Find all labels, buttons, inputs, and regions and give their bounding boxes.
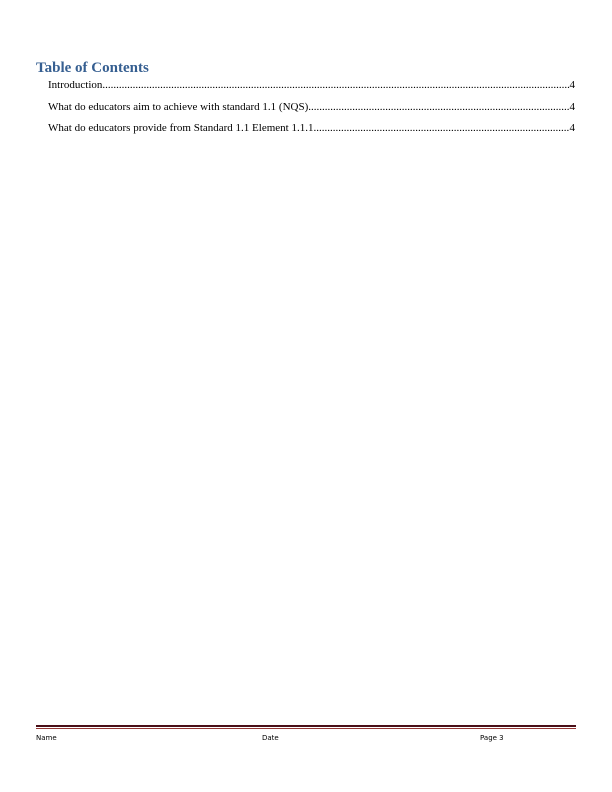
toc-entry-introduction[interactable] xyxy=(48,79,575,92)
toc-entry-title: What do educators provide from Standard 1.1 Element 1.1.1 xyxy=(48,122,314,134)
toc-list xyxy=(48,79,575,144)
toc-entry-page: 4 xyxy=(569,122,575,134)
toc-entry-educators-provide[interactable] xyxy=(48,122,575,135)
toc-dot-leader xyxy=(102,79,569,92)
footer-divider-thick-line xyxy=(36,725,576,727)
toc-entry-educators-aim[interactable] xyxy=(48,101,575,114)
toc-entry-page: 4 xyxy=(569,100,575,113)
footer-page-number: Page 3 xyxy=(480,734,504,742)
page-footer xyxy=(36,733,576,745)
footer-date: Date xyxy=(262,734,279,742)
toc-dot-leader xyxy=(308,101,569,114)
toc-entry-title: What do educators aim to achieve with standard 1.1 (NQS) xyxy=(48,100,309,113)
toc-entry-title: Introduction xyxy=(48,79,103,91)
toc-dot-leader xyxy=(313,122,569,135)
toc-heading: Table of Contents xyxy=(36,60,149,76)
toc-entry-page: 4 xyxy=(569,79,575,91)
footer-divider xyxy=(36,725,576,730)
footer-name: Name xyxy=(36,734,57,742)
footer-divider-thin-line xyxy=(36,728,576,729)
